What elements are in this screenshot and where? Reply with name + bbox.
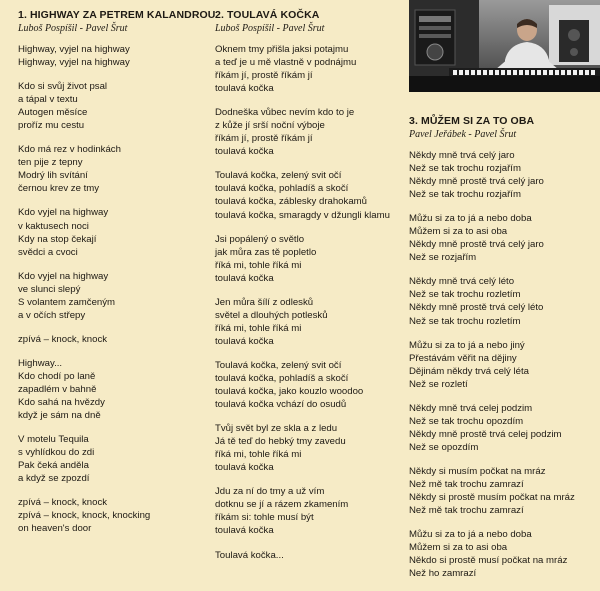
stanza — [18, 80, 203, 132]
lyric-line: Highway, vyjel na highway — [18, 57, 130, 69]
lyric-line: Někdy mně prostě trvá celej podzim — [409, 428, 562, 440]
lyric-line: svědci a cvoci — [18, 246, 78, 258]
stanza — [215, 549, 405, 562]
lyric-line: Dodneška vůbec nevím kdo to je — [215, 107, 355, 119]
lyric-line: Někdo si prostě musí počkat na mráz — [409, 555, 568, 567]
lyric-line: Můžu si za to já a nebo doba — [409, 213, 532, 225]
lyric-line: on heaven's door — [18, 523, 92, 535]
studio-photo-icon — [409, 0, 600, 92]
lyric-line: Někdy mně prostě trvá celý léto — [409, 302, 544, 314]
stanza — [215, 296, 405, 348]
lyric-line: Můžem si za to asi oba — [409, 226, 508, 238]
lyric-line: říkám jí, prostě říkám jí — [215, 133, 313, 145]
lyric-line: Kdo sahá na hvězdy — [18, 397, 105, 409]
lyric-line: toulavá kočka — [215, 146, 274, 158]
lyric-line: ve slunci slepý — [18, 283, 81, 295]
lyrics — [409, 149, 599, 580]
stanza — [18, 357, 203, 422]
lyric-line: toulavá kočka — [215, 335, 274, 347]
lyric-line: Někdy mně trvá celej podzim — [409, 402, 533, 414]
lyric-line: toulavá kočka — [215, 462, 274, 474]
stanza — [215, 43, 405, 95]
lyric-line: zpívá – knock, knock, knocking — [18, 510, 151, 522]
stanza — [409, 212, 599, 264]
lyric-line: s vyhlídkou do zdi — [18, 447, 95, 459]
stanza — [18, 206, 203, 258]
lyric-line: Tvůj svět byl ze skla a z ledu — [215, 423, 338, 435]
lyrics — [215, 43, 405, 562]
stanza — [409, 149, 599, 201]
lyric-line: Kdo chodí po laně — [18, 370, 96, 382]
lyric-line: Než se tak trochu rozjařím — [409, 163, 521, 175]
lyric-line: Kdo vyjel na highway — [18, 270, 109, 282]
lyric-line: Kdy na stop čekají — [18, 233, 97, 245]
song-title: 3. MŮŽEM SI ZA TO OBA — [409, 115, 535, 127]
lyric-line: říká mi, tohle říká mi — [215, 259, 302, 271]
stanza — [18, 496, 203, 535]
lyric-line: Můžem si za to asi oba — [409, 542, 508, 554]
stanza — [18, 43, 203, 69]
lyric-line: zpívá – knock, knock — [18, 333, 108, 345]
lyric-line: Než ho zamrazí — [409, 568, 477, 580]
lyric-line: Highway, vyjel na highway — [18, 44, 130, 55]
lyric-line: Někdy mně trvá celý jaro — [409, 150, 515, 161]
lyric-line: Než mě tak trochu zamrazí — [409, 478, 524, 490]
lyric-line: S volantem zamčeným — [18, 296, 116, 308]
lyric-line: z kůže jí srší noční výboje — [215, 120, 325, 132]
lyric-line: říkám jí, prostě říkám jí — [215, 70, 313, 82]
lyric-line: Než mě tak trochu zamrazí — [409, 505, 524, 517]
lyric-line: Pak čeká anděla — [18, 460, 89, 472]
lyric-line: Jen můra šílí z odlesků — [215, 296, 314, 308]
lyric-line: Toulavá kočka, zelený svit očí — [215, 359, 342, 371]
lyric-line: Kdo vyjel na highway — [18, 207, 109, 219]
lyric-line: když je sám na dně — [18, 410, 101, 422]
lyric-line: Někdy mně trvá celý léto — [409, 276, 515, 288]
lyric-line: a tápal v textu — [18, 94, 78, 106]
stanza — [215, 485, 405, 537]
lyric-line: Někdy si musím počkat na mráz — [409, 465, 546, 477]
lyric-line: toulavá kočka, jako kouzlo woodoo — [215, 386, 364, 398]
lyric-line: Toulavá kočka, zelený svit očí — [215, 170, 342, 182]
lyric-line: Já tě teď do hebký tmy zavedu — [215, 436, 346, 448]
lyric-line: toulavá kočka — [215, 525, 274, 537]
stanza — [409, 528, 599, 580]
song-1 — [18, 0, 216, 546]
lyric-line: Než se rozletí — [409, 378, 468, 390]
lyric-line: Dějinám někdy trvá celý léta — [409, 365, 529, 377]
lyric-line: Oknem tmy přišla jaksi potajmu — [215, 44, 349, 55]
lyric-line: toulavá kočka — [215, 83, 274, 95]
stanza — [409, 465, 599, 517]
lyric-line: V motelu Tequila — [18, 434, 89, 446]
lyric-line: Než se tak trochu opozdím — [409, 415, 524, 427]
lyric-line: zapadlém v bahně — [18, 383, 97, 395]
stanza — [409, 275, 599, 327]
stanza — [18, 270, 203, 322]
lyric-line: zpívá – knock, knock — [18, 497, 108, 509]
stanza — [215, 422, 405, 474]
lyric-line: toulavá kočka vchází do osudů — [215, 399, 347, 411]
lyrics — [18, 43, 203, 535]
lyric-line: říká mi, tohle říká mi — [215, 449, 302, 461]
stanza — [215, 233, 405, 285]
song-3 — [409, 115, 599, 591]
lyric-line: jak můra zas tě popletlo — [215, 246, 317, 258]
lyric-line: světel a dlouhých potlesků — [215, 309, 328, 321]
lyric-line: Kdo si svůj život psal — [18, 81, 108, 93]
lyric-line: Přestávám věřit na dějiny — [409, 352, 517, 364]
lyric-line: v kaktusech noci — [18, 220, 89, 232]
lyric-line: dotknu se jí a rázem zkamením — [215, 499, 349, 511]
lyric-line: Někdy mně prostě trvá celý jaro — [409, 176, 544, 188]
song-title: 1. HIGHWAY ZA PETREM KALANDROU — [18, 9, 216, 21]
lyric-line: toulavá kočka, záblesky drahokamů — [215, 196, 367, 208]
stanza — [409, 402, 599, 454]
lyric-line: Můžu si za to já a nebo doba — [409, 529, 532, 541]
lyric-line: Můžu si za to já a nebo jiný — [409, 339, 525, 351]
lyric-line: říkám si: tohle musí být — [215, 512, 314, 524]
lyric-line: toulavá kočka, pohladíš a skočí — [215, 372, 349, 384]
song-authors: Luboš Pospíšil - Pavel Šrut — [215, 23, 325, 34]
lyric-line: toulavá kočka, pohladíš a skočí — [215, 183, 349, 195]
lyric-line: říká mi, tohle říká mi — [215, 322, 302, 334]
stanza — [18, 433, 203, 485]
stanza — [18, 333, 203, 346]
song-title: 2. TOULAVÁ KOČKA — [215, 9, 320, 21]
lyric-line: Než se tak trochu rozjařím — [409, 189, 521, 201]
song-authors: Luboš Pospíšil - Pavel Šrut — [18, 23, 128, 34]
lyric-line: toulavá kočka, smaragdy v džungli klamu — [215, 209, 390, 221]
stanza — [215, 169, 405, 221]
lyric-line: Než se tak trochu rozletím — [409, 289, 521, 301]
lyric-line: Highway... — [18, 357, 63, 369]
stanza — [409, 339, 599, 391]
stanza — [18, 143, 203, 195]
lyric-line: Autogen měsíce — [18, 107, 88, 119]
lyric-line: Někdy mně prostě trvá celý jaro — [409, 239, 544, 251]
lyric-line: a když se zpozdí — [18, 473, 90, 485]
lyric-line: Jsi popálený o světlo — [215, 233, 305, 245]
lyric-line: Než se rozjařím — [409, 252, 477, 264]
lyric-line: a v očích střepy — [18, 309, 86, 321]
lyric-line: proříz mu cestu — [18, 120, 85, 132]
lyric-line: a teď je u mě vlastně v podnájmu — [215, 57, 357, 69]
lyric-line: ten pije z tepny — [18, 157, 83, 169]
lyric-line: Jdu za ní do tmy a už vím — [215, 486, 325, 498]
studio-photo — [409, 0, 600, 92]
lyric-line: Než se opozdím — [409, 441, 479, 453]
song-2 — [215, 0, 405, 573]
lyric-line: Někdy si prostě musím počkat na mráz — [409, 492, 575, 504]
lyric-line: Kdo má rez v hodinkách — [18, 144, 121, 156]
lyric-line: Toulavá kočka... — [215, 549, 284, 561]
lyric-line: Modrý lih svítání — [18, 170, 88, 182]
lyric-line: toulavá kočka — [215, 272, 274, 284]
stanza — [215, 359, 405, 411]
lyric-line: Než se tak trochu rozletím — [409, 315, 521, 327]
lyric-line: černou krev ze tmy — [18, 183, 100, 195]
stanza — [215, 106, 405, 158]
song-authors: Pavel Jeřábek - Pavel Šrut — [409, 129, 517, 140]
